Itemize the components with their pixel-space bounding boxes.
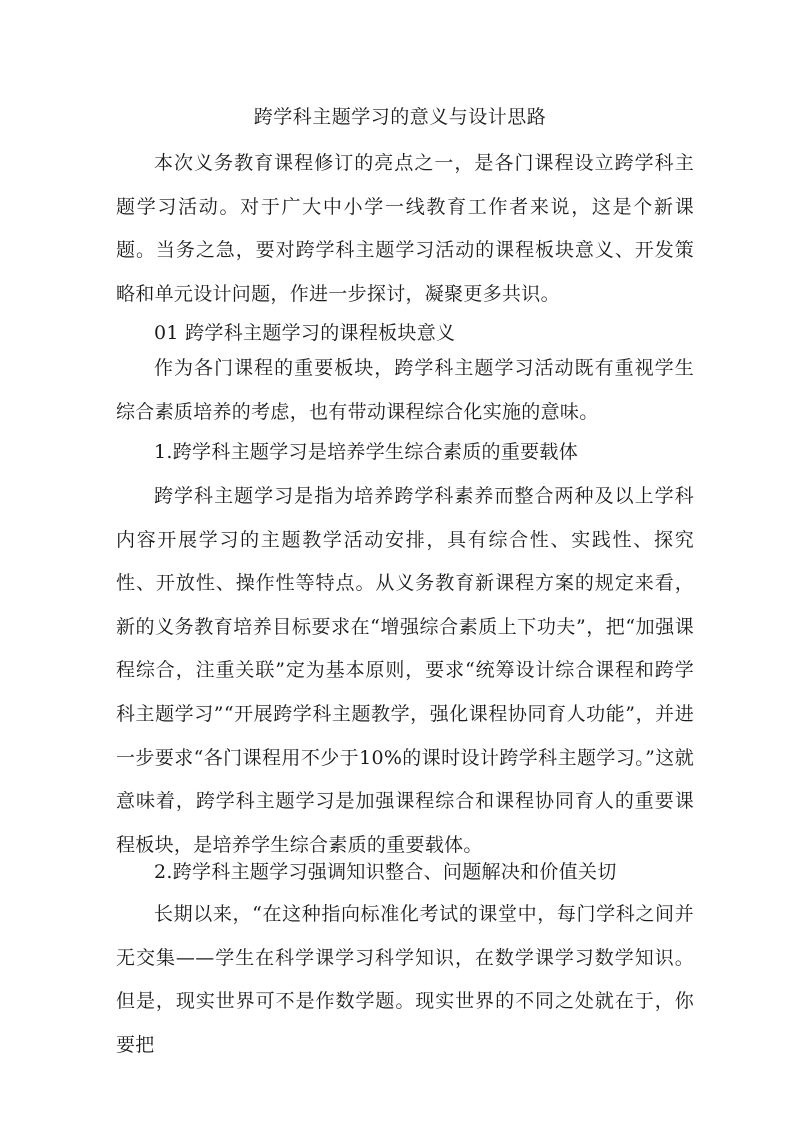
paragraph-section-01: 作为各门课程的重要板块，跨学科主题学习活动既有重视学生综合素质培养的考虑，也有带动课程综合化实施的意味。 — [116, 357, 694, 423]
subsection-heading-1: 1.跨学科主题学习是培养学生综合素质的重要载体 — [154, 441, 579, 463]
section-heading-01: 01 跨学科主题学习的课程板块意义 — [154, 322, 456, 344]
document-title: 跨学科主题学习的意义与设计思路 — [253, 106, 547, 128]
paragraph-subsection-1: 跨学科主题学习是指为培养跨学科素养而整合两种及以上学科内容开展学习的主题教学活动安排，具有综合性、实践性、探究性、开放性、操作性等特点。从义务教育新课程方案的规定来看，新的义务教育培养目标要求在“增强综合素质上下功夫”，把“加强课程综合，注重关联”定为基本原则，要求“统筹设计综合课程和跨学科主题学习”“开展跨学科主题教学，强化课程协同育人功能”，并进一步要求“各门课程用不少于10%的课时设计跨学科主题学习。”这就意味着，跨学科主题学习是加强课程综合和课程协同育人的重要课程板块，是培养学生综合素质的重要载体。 — [116, 485, 694, 856]
paragraph-intro: 本次义务教育课程修订的亮点之一，是各门课程设立跨学科主题学习活动。对于广大中小学一线教育工作者来说，这是个新课题。当务之急，要对跨学科主题学习活动的课程板块意义、开发策略和单元设计问题，作进一步探讨，凝聚更多共识。 — [116, 152, 694, 305]
paragraph-subsection-2: 长期以来，“在这种指向标准化考试的课堂中，每门学科之间并无交集——学生在科学课学习科学知识，在数学课学习数学知识。但是，现实世界可不是作数学题。现实世界的不同之处就在于，你要把 — [116, 903, 694, 1056]
subsection-heading-2: 2.跨学科主题学习强调知识整合、问题解决和价值关切 — [154, 861, 617, 883]
